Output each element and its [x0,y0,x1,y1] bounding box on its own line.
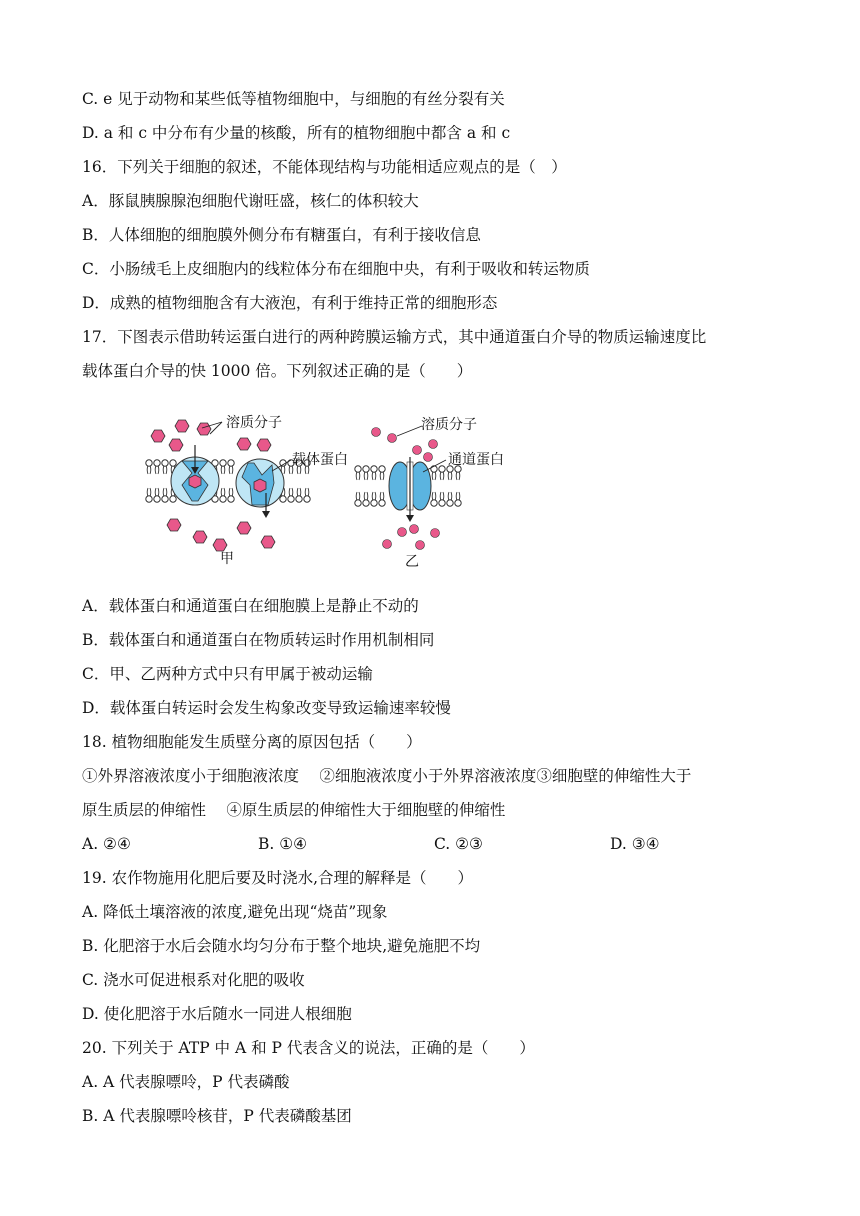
option-16b: B．人体细胞的细胞膜外侧分布有糖蛋白，有利于接收信息 [82,226,481,244]
option-17a: A．载体蛋白和通道蛋白在细胞膜上是静止不动的 [82,597,419,615]
option-18c: C. ②③ [434,835,483,853]
label-solute-right: 溶质分子 [421,417,477,433]
membrane-transport-figure [140,405,540,575]
label-yi: 乙 [405,554,419,570]
option-20b: B. A 代表腺嘌呤核苷，P 代表磷酸基团 [82,1107,352,1125]
option-19b: B. 化肥溶于水后会随水均匀分布于整个地块,避免施肥不均 [82,937,481,955]
option-16c: C．小肠绒毛上皮细胞内的线粒体分布在细胞中央，有利于吸收和转运物质 [82,260,590,278]
label-solute-left: 溶质分子 [226,415,282,431]
label-jia: 甲 [220,551,234,567]
channel-protein [389,457,431,522]
question-19-stem: 19. 农作物施用化肥后要及时浇水,合理的解释是（ ） [82,869,474,887]
option-19c: C. 浇水可促进根系对化肥的吸收 [82,971,305,989]
option-16a: A．豚鼠胰腺腺泡细胞代谢旺盛，核仁的体积较大 [82,192,419,210]
carrier-protein-1 [171,445,219,505]
question-18-stem: 18. 植物细胞能发生质壁分离的原因包括（ ） [82,733,422,751]
option-15c: C. e 见于动物和某些低等植物细胞中，与细胞的有丝分裂有关 [82,90,505,108]
question-18-items-cont: 原生质层的伸缩性 ④原生质层的伸缩性大于细胞壁的伸缩性 [82,801,506,819]
option-18a: A. ②④ [82,835,131,853]
option-18d: D. ③④ [610,835,660,853]
option-20a: A. A 代表腺嘌呤，P 代表磷酸 [82,1073,290,1091]
question-20-stem: 20. 下列关于 ATP 中 A 和 P 代表含义的说法，正确的是（ ） [82,1039,535,1057]
option-17d: D．载体蛋白转运时会发生构象改变导致运输速率较慢 [82,699,451,717]
label-channel-protein: 通道蛋白 [448,452,504,468]
option-19a: A. 降低土壤溶液的浓度,避免出现“烧苗”现象 [82,903,388,921]
option-17b: B．载体蛋白和通道蛋白在物质转运时作用机制相同 [82,631,435,649]
question-18-items: ①外界溶液浓度小于细胞液浓度 ②细胞液浓度小于外界溶液浓度③细胞壁的伸缩性大于 [82,767,692,785]
option-15d: D. a 和 c 中分布有少量的核酸，所有的植物细胞中都含 a 和 c [82,124,511,142]
option-17c: C．甲、乙两种方式中只有甲属于被动运输 [82,665,373,683]
option-18b: B. ①④ [258,835,308,853]
option-19d: D. 使化肥溶于水后随水一同进人根细胞 [82,1005,352,1023]
option-16d: D．成熟的植物细胞含有大液泡，有利于维持正常的细胞形态 [82,294,498,312]
question-17-stem: 17．下图表示借助转运蛋白进行的两种跨膜运输方式，其中通道蛋白介导的物质运输速度比 [82,328,707,346]
label-carrier-protein: 载体蛋白 [292,452,348,468]
question-17-stem-cont: 载体蛋白介导的快 1000 倍。下列叙述正确的是（ ） [82,362,473,380]
transport-diagram [140,405,540,575]
membrane-jia [146,460,310,502]
question-16-stem: 16．下列关于细胞的叙述，不能体现结构与功能相适应观点的是（ ） [82,158,567,176]
